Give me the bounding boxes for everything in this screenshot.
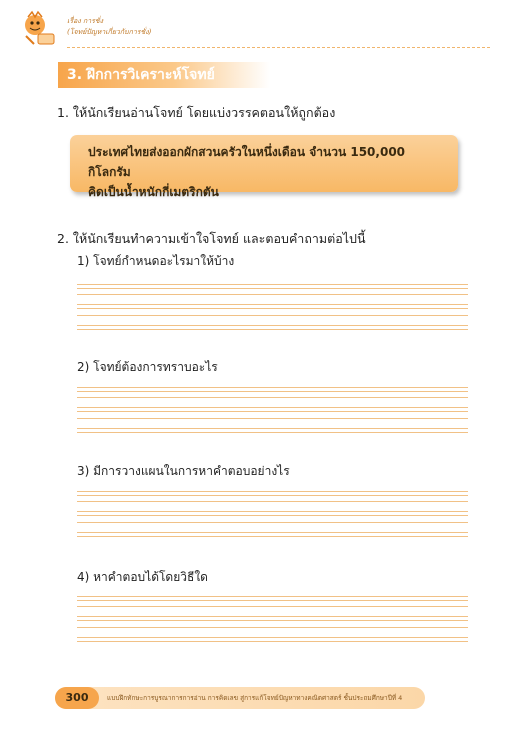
header-topic-line: เรื่อง การชั่ง: [67, 17, 104, 25]
answer-line: [77, 418, 468, 419]
answer-line: [77, 397, 468, 398]
answer-line: [77, 491, 468, 492]
sub-question-1: 1) โจทย์กำหนดอะไรมาให้บ้าง: [77, 254, 235, 268]
answer-line: [77, 515, 468, 516]
answer-line: [77, 294, 468, 295]
answer-line: [77, 511, 468, 512]
answer-line: [77, 315, 468, 316]
answer-line: [77, 387, 468, 388]
header-subtopic-line: (โจทย์ปัญหาเกี่ยวกับการชั่ง): [67, 28, 152, 36]
answer-line: [77, 606, 468, 607]
header-topic: [67, 16, 151, 38]
answer-line: [77, 600, 468, 601]
sub-question-2: 2) โจทย์ต้องการทราบอะไร: [77, 360, 218, 374]
answer-line: [77, 522, 468, 523]
answer-line: [77, 391, 468, 392]
sub-question-4: 4) หาคำตอบได้โดยวิธีใด: [77, 570, 208, 584]
answer-line: [77, 495, 468, 496]
header-divider: [67, 47, 490, 48]
sub-question-3: 3) มีการวางแผนในการหาคำตอบอย่างไร: [77, 464, 290, 478]
question-1-text: 1. ให้นักเรียนอ่านโจทย์ โดยแบ่งวรรคตอนให้ถูกต้อง: [57, 105, 336, 120]
footer-book-title: แบบฝึกทักษะการบูรณาการการอ่าน การคิดเลข สู่การแก้โจทย์ปัญหาทางคณิตศาสตร์ ชั้นประถมศึกษาปีที่ 4: [107, 694, 403, 702]
answer-line: [77, 329, 468, 330]
answer-line: [77, 284, 468, 285]
answer-line: [77, 532, 468, 533]
page-number: 300: [55, 687, 99, 709]
page-footer: [55, 687, 425, 709]
answer-line: [77, 407, 468, 408]
answer-line: [77, 411, 468, 412]
answer-line: [77, 325, 468, 326]
page-header: [20, 10, 470, 50]
answer-line: [77, 432, 468, 433]
answer-line: [77, 501, 468, 502]
answer-line: [77, 288, 468, 289]
answer-line: [77, 428, 468, 429]
answer-line: [77, 627, 468, 628]
answer-line: [77, 304, 468, 305]
answer-line: [77, 637, 468, 638]
question-2-text: 2. ให้นักเรียนทำความเข้าใจโจทย์ และตอบคำถามต่อไปนี้: [57, 231, 366, 246]
mascot-illustration: [20, 10, 60, 50]
section-title: 3. ฝึกการวิเคราะห์โจทย์: [58, 62, 270, 88]
answer-line: [77, 616, 468, 617]
answer-line: [77, 596, 468, 597]
answer-line: [77, 536, 468, 537]
problem-line-1: ประเทศไทยส่งออกผักสวนครัวในหนึ่งเดือน จำนวน 150,000 กิโลกรัม: [88, 145, 406, 179]
answer-line: [77, 620, 468, 621]
answer-line: [77, 308, 468, 309]
problem-callout-box: [70, 135, 458, 199]
answer-line: [77, 641, 468, 642]
problem-line-2: คิดเป็นน้ำหนักกี่เมตริกตัน: [88, 185, 219, 199]
